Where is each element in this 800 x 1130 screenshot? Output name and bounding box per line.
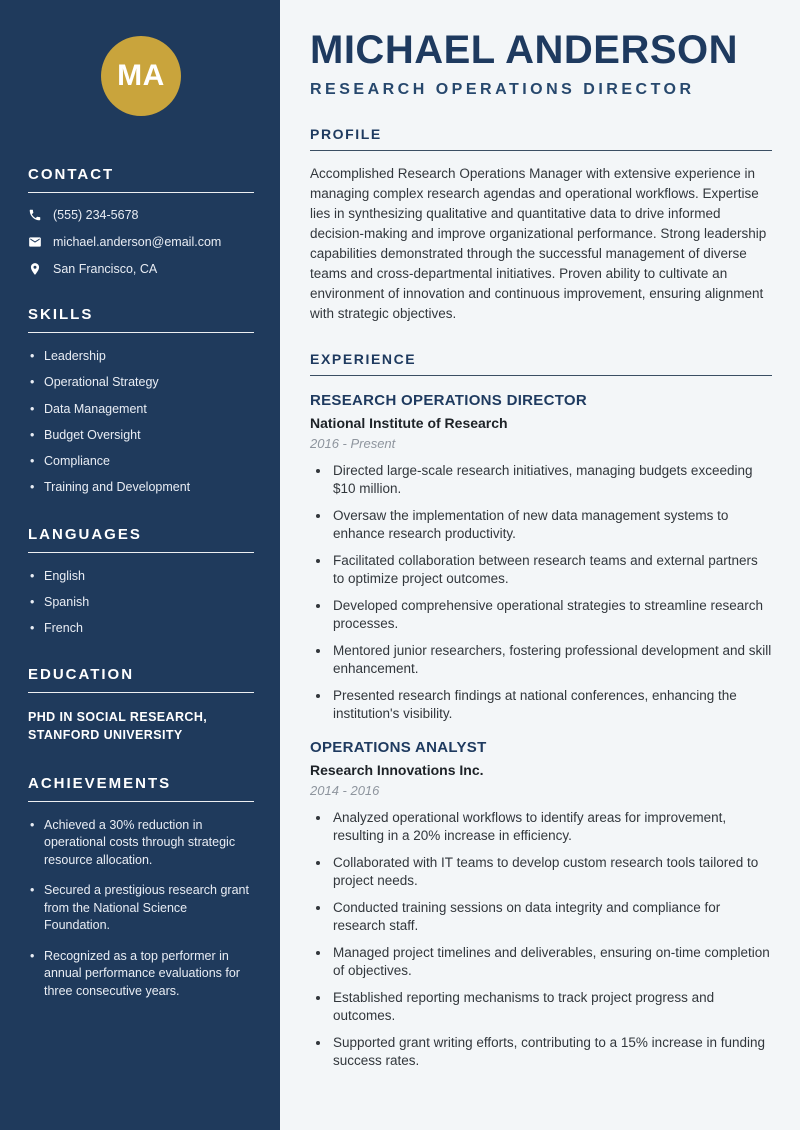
language-item: • English [28, 568, 254, 584]
job-bullet: • Supported grant writing efforts, contributing to a 15% increase in funding success rates. [331, 1034, 772, 1070]
skill-item: • Budget Oversight [28, 427, 254, 443]
skill-item: • Data Management [28, 401, 254, 417]
skills-divider [28, 332, 254, 333]
job-company: National Institute of Research [310, 415, 508, 431]
job-bullet: • Oversaw the implementation of new data management systems to enhance research productivity. [331, 507, 772, 543]
achievements-section [28, 775, 254, 1001]
candidate-title: RESEARCH OPERATIONS DIRECTOR [310, 81, 695, 98]
achievement-item: • Achieved a 30% reduction in operational costs through strategic resource allocation. [28, 817, 254, 870]
job-role: RESEARCH OPERATIONS DIRECTOR [310, 392, 588, 409]
job-bullet: • Managed project timelines and deliverables, ensuring on-time completion of objectives. [331, 944, 772, 980]
skill-item: • Leadership [28, 348, 254, 364]
achievements-divider [28, 801, 254, 802]
skill-item: • Operational Strategy [28, 374, 254, 390]
job-bullet: • Directed large-scale research initiatives, managing budgets exceeding $10 million. [331, 462, 772, 498]
contact-email-row [28, 235, 254, 249]
skills-heading: SKILLS [28, 306, 94, 323]
contact-location-row [28, 262, 254, 276]
job-dates: 2016 - Present [310, 436, 396, 451]
contact-location-value: San Francisco, CA [53, 262, 158, 276]
contact-phone-value: (555) 234-5678 [53, 208, 139, 222]
location-icon [28, 262, 42, 276]
job-bullet: • Developed comprehensive operational strategies to streamline research processes. [331, 597, 772, 633]
job-company: Research Innovations Inc. [310, 762, 484, 778]
language-item: • French [28, 620, 254, 636]
main-content [280, 0, 800, 1130]
job-bullet: • Established reporting mechanisms to track project progress and outcomes. [331, 989, 772, 1025]
skills-list [28, 348, 254, 496]
languages-section [28, 526, 254, 637]
phone-icon [28, 208, 42, 222]
job-role: OPERATIONS ANALYST [310, 739, 487, 756]
profile-heading: PROFILE [310, 126, 382, 142]
email-icon [28, 235, 42, 249]
achievements-heading: ACHIEVEMENTS [28, 774, 172, 792]
avatar-initials: MA [117, 59, 165, 92]
contact-email-value: michael.anderson@email.com [53, 235, 222, 249]
sidebar [0, 0, 280, 1130]
skills-section [28, 306, 254, 496]
job-bullet: • Facilitated collaboration between research teams and external partners to optimize project outcomes. [331, 552, 772, 588]
job-entry [310, 739, 772, 1070]
contact-heading: CONTACT [28, 166, 115, 183]
job-bullet: • Presented research findings at national conferences, enhancing the institution's visibility. [331, 687, 772, 723]
job-bullets [310, 462, 772, 723]
job-bullets [310, 809, 772, 1070]
experience-divider [310, 375, 772, 376]
achievements-list [28, 817, 254, 1001]
profile-text: Accomplished Research Operations Manager with extensive experience in managing complex research agendas and operational workflows. Expertise lies in synthesizing qualitative and quantitative data to drive informed decision-making and improve organizational performance. Strong leadership capabilities demonstrated through the successful management of diverse teams and cross-departmental initiatives. Proven ability to cultivate an environment of innovation and continuous improvement, ensuring alignment with strategic objectives. [310, 166, 767, 321]
profile-divider [310, 150, 772, 151]
skill-item: • Training and Development [28, 479, 254, 495]
job-bullet: • Collaborated with IT teams to develop custom research tools tailored to project needs. [331, 854, 772, 890]
job-bullet: • Analyzed operational workflows to identify areas for improvement, resulting in a 20% increase in efficiency. [331, 809, 772, 845]
contact-section [28, 166, 254, 276]
education-heading: EDUCATION [28, 666, 135, 684]
jobs-list [310, 392, 772, 1070]
job-bullet: • Mentored junior researchers, fostering professional development and skill enhancement. [331, 642, 772, 678]
contact-phone-row [28, 208, 254, 222]
languages-divider [28, 552, 254, 553]
achievement-item: • Secured a prestigious research grant from the National Science Foundation. [28, 882, 254, 935]
education-section [28, 666, 254, 744]
experience-heading: EXPERIENCE [310, 351, 417, 367]
contact-divider [28, 192, 254, 193]
language-item: • Spanish [28, 594, 254, 610]
job-bullet: • Conducted training sessions on data integrity and compliance for research staff. [331, 899, 772, 935]
achievement-item: • Recognized as a top performer in annual performance evaluations for three consecutive years. [28, 948, 254, 1001]
candidate-name: MICHAEL ANDERSON [310, 28, 739, 72]
skill-item: • Compliance [28, 453, 254, 469]
education-degree: PHD IN SOCIAL RESEARCH, STANFORD UNIVERSITY [28, 710, 208, 743]
languages-list [28, 568, 254, 637]
job-dates: 2014 - 2016 [310, 783, 380, 798]
job-entry [310, 392, 772, 723]
avatar [101, 36, 181, 116]
education-divider [28, 692, 254, 693]
languages-heading: LANGUAGES [28, 525, 142, 543]
